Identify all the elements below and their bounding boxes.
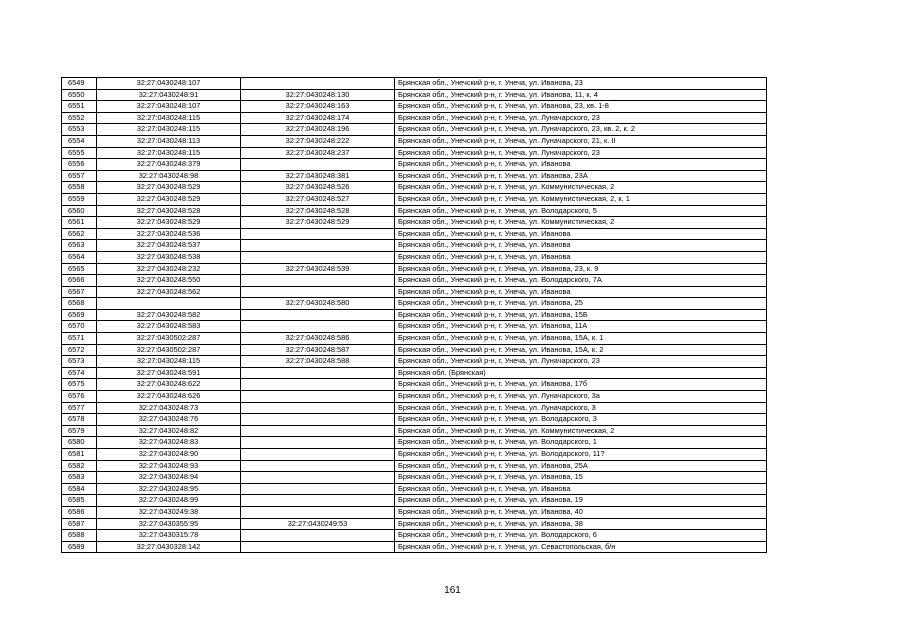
row-number-cell: 6586	[62, 506, 97, 518]
parent-cadastral-number-cell: 32:27:0430248:107	[97, 78, 241, 90]
parent-cadastral-number-cell: 32:27:0430248:626	[97, 391, 241, 403]
row-number-cell: 6551	[62, 101, 97, 113]
table-row	[62, 506, 767, 518]
cadastral-number-cell: 32:27:0430248:222	[241, 135, 395, 147]
cadastral-number-cell	[241, 321, 395, 333]
address-cell: Брянская обл., Унечский р-н, г. Унеча, ул. Луначарского, 23	[395, 356, 767, 368]
parent-cadastral-number-cell: 32:27:0430248:99	[97, 495, 241, 507]
address-cell: Брянская обл., Унечский р-н, г. Унеча, ул. Володарского, 7А	[395, 275, 767, 287]
row-number-cell: 6566	[62, 275, 97, 287]
parent-cadastral-number-cell: 32:27:0430248:95	[97, 483, 241, 495]
table-row	[62, 251, 767, 263]
cadastral-number-cell	[241, 251, 395, 263]
row-number-cell: 6572	[62, 344, 97, 356]
parent-cadastral-number-cell: 32:27:0430248:90	[97, 449, 241, 461]
parent-cadastral-number-cell: 32:27:0430248:232	[97, 263, 241, 275]
table-row	[62, 530, 767, 542]
row-number-cell: 6558	[62, 182, 97, 194]
table-row	[62, 78, 767, 90]
row-number-cell: 6550	[62, 89, 97, 101]
row-number-cell: 6584	[62, 483, 97, 495]
address-cell: Брянская обл., Унечский р-н, г. Унеча, ул. Иванова, 11А	[395, 321, 767, 333]
table-row	[62, 159, 767, 171]
cadastral-number-cell: 32:27:0430248:528	[241, 205, 395, 217]
parent-cadastral-number-cell: 32:27:0430248:528	[97, 205, 241, 217]
row-number-cell: 6552	[62, 112, 97, 124]
row-number-cell: 6560	[62, 205, 97, 217]
parent-cadastral-number-cell: 32:27:0430248:115	[97, 112, 241, 124]
table-row	[62, 449, 767, 461]
table-row	[62, 367, 767, 379]
parent-cadastral-number-cell	[97, 298, 241, 310]
cadastral-number-cell	[241, 367, 395, 379]
parent-cadastral-number-cell: 32:27:0430328:142	[97, 541, 241, 553]
row-number-cell: 6573	[62, 356, 97, 368]
parent-cadastral-number-cell: 32:27:0430248:582	[97, 309, 241, 321]
address-cell: Брянская обл., Унечский р-н, г. Унеча, ул. Иванова, 15А, к. 1	[395, 333, 767, 345]
row-number-cell: 6576	[62, 391, 97, 403]
address-cell: Брянская обл., Унечский р-н, г. Унеча, ул. Иванова, 40	[395, 506, 767, 518]
address-cell: Брянская обл., Унечский р-н, г. Унеча, ул. Иванова, 25А	[395, 460, 767, 472]
parent-cadastral-number-cell: 32:27:0430355:95	[97, 518, 241, 530]
page-number: 161	[444, 585, 461, 596]
cadastral-number-cell: 32:27:0430248:526	[241, 182, 395, 194]
parent-cadastral-number-cell: 32:27:0430248:529	[97, 217, 241, 229]
address-cell: Брянская обл., Унечский р-н, г. Унеча, ул. Володарского, 1	[395, 437, 767, 449]
address-cell: Брянская обл., Унечский р-н, г. Унеча, ул. Иванова	[395, 483, 767, 495]
address-cell: Брянская обл., Унечский р-н, г. Унеча, ул. Иванова, 38	[395, 518, 767, 530]
cadastral-number-cell: 32:27:0430248:529	[241, 217, 395, 229]
address-cell: Брянская обл., Унечский р-н, г. Унеча, ул. Иванова, 15Б	[395, 309, 767, 321]
table-row	[62, 135, 767, 147]
address-cell: Брянская обл., Унечский р-н, г. Унеча, ул. Иванова, 15	[395, 472, 767, 484]
cadastral-number-cell: 32:27:0430248:237	[241, 147, 395, 159]
address-cell: Брянская обл., Унечский р-н, г. Унеча, ул. Володарского, 11?	[395, 449, 767, 461]
table-row	[62, 425, 767, 437]
parent-cadastral-number-cell: 32:27:0430248:91	[97, 89, 241, 101]
address-cell: Брянская обл., Унечский р-н, г. Унеча, ул. Луначарского, 23	[395, 112, 767, 124]
row-number-cell: 6585	[62, 495, 97, 507]
cadastral-number-cell: 32:27:0430248:381	[241, 170, 395, 182]
table-row	[62, 286, 767, 298]
cadastral-number-cell	[241, 472, 395, 484]
cadastral-number-cell	[241, 483, 395, 495]
cadastral-number-cell	[241, 379, 395, 391]
address-cell: Брянская обл., Унечский р-н, г. Унеча, ул. Луначарского, 3	[395, 402, 767, 414]
parent-cadastral-number-cell: 32:27:0430248:550	[97, 275, 241, 287]
row-number-cell: 6583	[62, 472, 97, 484]
row-number-cell: 6549	[62, 78, 97, 90]
address-cell: Брянская обл., Унечский р-н, г. Унеча, ул. Иванова	[395, 286, 767, 298]
cadastral-number-cell	[241, 402, 395, 414]
address-cell: Брянская обл., Унечский р-н, г. Унеча, ул. Иванова, 15А, к. 2	[395, 344, 767, 356]
cadastral-number-cell: 32:27:0430248:586	[241, 333, 395, 345]
cadastral-number-cell	[241, 414, 395, 426]
table-row	[62, 205, 767, 217]
row-number-cell: 6559	[62, 193, 97, 205]
table-row	[62, 309, 767, 321]
cadastral-number-cell	[241, 437, 395, 449]
table-row	[62, 460, 767, 472]
address-cell: Брянская обл., Унечский р-н, г. Унеча, ул. Володарского, 5	[395, 205, 767, 217]
parent-cadastral-number-cell: 32:27:0430248:98	[97, 170, 241, 182]
cadastral-number-cell: 32:27:0430248:130	[241, 89, 395, 101]
cadastral-number-cell: 32:27:0430248:587	[241, 344, 395, 356]
row-number-cell: 6575	[62, 379, 97, 391]
records-table	[61, 77, 767, 553]
address-cell: Брянская обл., Унечский р-н, г. Унеча, ул. Иванова, 11, к. 4	[395, 89, 767, 101]
cadastral-number-cell	[241, 530, 395, 542]
table-row	[62, 112, 767, 124]
parent-cadastral-number-cell: 32:27:0430248:93	[97, 460, 241, 472]
address-cell: Брянская обл., Унечский р-н, г. Унеча, ул. Иванова, 17б	[395, 379, 767, 391]
cadastral-number-cell	[241, 78, 395, 90]
parent-cadastral-number-cell: 32:27:0430248:536	[97, 228, 241, 240]
table-row	[62, 124, 767, 136]
cadastral-number-cell	[241, 460, 395, 472]
row-number-cell: 6556	[62, 159, 97, 171]
cadastral-number-cell: 32:27:0430248:588	[241, 356, 395, 368]
row-number-cell: 6569	[62, 309, 97, 321]
table-row	[62, 437, 767, 449]
cadastral-number-cell	[241, 506, 395, 518]
cadastral-number-cell	[241, 425, 395, 437]
table-row	[62, 391, 767, 403]
cadastral-number-cell: 32:27:0430248:196	[241, 124, 395, 136]
row-number-cell: 6570	[62, 321, 97, 333]
table-row	[62, 298, 767, 310]
table-row	[62, 170, 767, 182]
table-row	[62, 356, 767, 368]
table-row	[62, 147, 767, 159]
parent-cadastral-number-cell: 32:27:0430248:529	[97, 182, 241, 194]
row-number-cell: 6562	[62, 228, 97, 240]
address-cell: Брянская обл., Унечский р-н, г. Унеча, ул. Иванова, 25	[395, 298, 767, 310]
parent-cadastral-number-cell: 32:27:0430248:83	[97, 437, 241, 449]
address-cell: Брянская обл., Унечский р-н, г. Унеча, ул. Иванова	[395, 159, 767, 171]
address-cell: Брянская обл., Унечский р-н, г. Унеча, ул. Севастопольская, б/н	[395, 541, 767, 553]
parent-cadastral-number-cell: 32:27:0430248:82	[97, 425, 241, 437]
cadastral-number-cell	[241, 541, 395, 553]
table-row	[62, 402, 767, 414]
records-table-body	[62, 78, 767, 553]
cadastral-number-cell: 32:27:0430249:53	[241, 518, 395, 530]
table-row	[62, 541, 767, 553]
parent-cadastral-number-cell: 32:27:0430248:115	[97, 356, 241, 368]
parent-cadastral-number-cell: 32:27:0430248:583	[97, 321, 241, 333]
address-cell: Брянская обл., Унечский р-н, г. Унеча, ул. Коммунистическая, 2	[395, 425, 767, 437]
table-row	[62, 89, 767, 101]
cadastral-number-cell: 32:27:0430248:163	[241, 101, 395, 113]
address-cell: Брянская обл., Унечский р-н, г. Унеча, ул. Володарского, 3	[395, 414, 767, 426]
address-cell: Брянская обл., Унечский р-н, г. Унеча, ул. Иванова	[395, 240, 767, 252]
address-cell: Брянская обл., Унечский р-н, г. Унеча, ул. Луначарского, 3а	[395, 391, 767, 403]
cadastral-number-cell	[241, 495, 395, 507]
row-number-cell: 6574	[62, 367, 97, 379]
table-row	[62, 240, 767, 252]
row-number-cell: 6588	[62, 530, 97, 542]
row-number-cell: 6578	[62, 414, 97, 426]
row-number-cell: 6568	[62, 298, 97, 310]
parent-cadastral-number-cell: 32:27:0430248:73	[97, 402, 241, 414]
cadastral-number-cell: 32:27:0430248:527	[241, 193, 395, 205]
table-row	[62, 275, 767, 287]
address-cell: Брянская обл., Унечский р-н, г. Унеча, ул. Иванова, 19	[395, 495, 767, 507]
cadastral-number-cell: 32:27:0430248:580	[241, 298, 395, 310]
parent-cadastral-number-cell: 32:27:0430248:94	[97, 472, 241, 484]
parent-cadastral-number-cell: 32:27:0430248:113	[97, 135, 241, 147]
cadastral-number-cell	[241, 286, 395, 298]
parent-cadastral-number-cell: 32:27:0430248:538	[97, 251, 241, 263]
table-row	[62, 193, 767, 205]
table-row	[62, 483, 767, 495]
row-number-cell: 6580	[62, 437, 97, 449]
row-number-cell: 6564	[62, 251, 97, 263]
row-number-cell: 6565	[62, 263, 97, 275]
parent-cadastral-number-cell: 32:27:0430248:537	[97, 240, 241, 252]
table-row	[62, 101, 767, 113]
parent-cadastral-number-cell: 32:27:0430248:107	[97, 101, 241, 113]
parent-cadastral-number-cell: 32:27:0430248:591	[97, 367, 241, 379]
table-row	[62, 518, 767, 530]
row-number-cell: 6561	[62, 217, 97, 229]
row-number-cell: 6571	[62, 333, 97, 345]
cadastral-number-cell	[241, 309, 395, 321]
cadastral-number-cell	[241, 228, 395, 240]
address-cell: Брянская обл., Унечский р-н, г. Унеча, ул. Луначарского, 23	[395, 147, 767, 159]
parent-cadastral-number-cell: 32:27:0430248:379	[97, 159, 241, 171]
table-row	[62, 495, 767, 507]
cadastral-number-cell: 32:27:0430248:174	[241, 112, 395, 124]
parent-cadastral-number-cell: 32:27:0430248:529	[97, 193, 241, 205]
address-cell: Брянская обл. (Брянская)	[395, 367, 767, 379]
row-number-cell: 6581	[62, 449, 97, 461]
cadastral-number-cell	[241, 391, 395, 403]
row-number-cell: 6582	[62, 460, 97, 472]
row-number-cell: 6555	[62, 147, 97, 159]
cadastral-number-cell: 32:27:0430248:539	[241, 263, 395, 275]
table-row	[62, 472, 767, 484]
table-row	[62, 182, 767, 194]
table-row	[62, 344, 767, 356]
address-cell: Брянская обл., Унечский р-н, г. Унеча, ул. Коммунистическая, 2	[395, 217, 767, 229]
cadastral-number-cell	[241, 275, 395, 287]
cadastral-number-cell	[241, 449, 395, 461]
table-row	[62, 379, 767, 391]
table-row	[62, 228, 767, 240]
cadastral-number-cell	[241, 240, 395, 252]
row-number-cell: 6554	[62, 135, 97, 147]
table-row	[62, 263, 767, 275]
row-number-cell: 6589	[62, 541, 97, 553]
row-number-cell: 6587	[62, 518, 97, 530]
row-number-cell: 6553	[62, 124, 97, 136]
parent-cadastral-number-cell: 32:27:0430502:287	[97, 344, 241, 356]
parent-cadastral-number-cell: 32:27:0430249:38	[97, 506, 241, 518]
parent-cadastral-number-cell: 32:27:0430502:287	[97, 333, 241, 345]
address-cell: Брянская обл., Унечский р-н, г. Унеча, ул. Коммунистическая, 2, к. 1	[395, 193, 767, 205]
row-number-cell: 6563	[62, 240, 97, 252]
address-cell: Брянская обл., Унечский р-н, г. Унеча, ул. Иванова, 23, к. 9	[395, 263, 767, 275]
table-row	[62, 333, 767, 345]
address-cell: Брянская обл., Унечский р-н, г. Унеча, ул. Иванова	[395, 228, 767, 240]
row-number-cell: 6579	[62, 425, 97, 437]
table-row	[62, 217, 767, 229]
row-number-cell: 6557	[62, 170, 97, 182]
address-cell: Брянская обл., Унечский р-н, г. Унеча, ул. Володарского, 6	[395, 530, 767, 542]
cadastral-number-cell	[241, 159, 395, 171]
parent-cadastral-number-cell: 32:27:0430248:115	[97, 147, 241, 159]
address-cell: Брянская обл., Унечский р-н, г. Унеча, ул. Коммунистическая, 2	[395, 182, 767, 194]
table-row	[62, 414, 767, 426]
address-cell: Брянская обл., Унечский р-н, г. Унеча, ул. Луначарского, 23, кв. 2, к. 2	[395, 124, 767, 136]
address-cell: Брянская обл., Унечский р-н, г. Унеча, ул. Иванова, 23А	[395, 170, 767, 182]
row-number-cell: 6567	[62, 286, 97, 298]
parent-cadastral-number-cell: 32:27:0430315:78	[97, 530, 241, 542]
table-row	[62, 321, 767, 333]
address-cell: Брянская обл., Унечский р-н, г. Унеча, ул. Иванова, 23, кв. 1-8	[395, 101, 767, 113]
address-cell: Брянская обл., Унечский р-н, г. Унеча, ул. Иванова, 23	[395, 78, 767, 90]
parent-cadastral-number-cell: 32:27:0430248:622	[97, 379, 241, 391]
parent-cadastral-number-cell: 32:27:0430248:115	[97, 124, 241, 136]
address-cell: Брянская обл., Унечский р-н, г. Унеча, ул. Иванова	[395, 251, 767, 263]
row-number-cell: 6577	[62, 402, 97, 414]
address-cell: Брянская обл., Унечский р-н, г. Унеча, ул. Луначарского, 21, к. II	[395, 135, 767, 147]
parent-cadastral-number-cell: 32:27:0430248:562	[97, 286, 241, 298]
parent-cadastral-number-cell: 32:27:0430248:76	[97, 414, 241, 426]
